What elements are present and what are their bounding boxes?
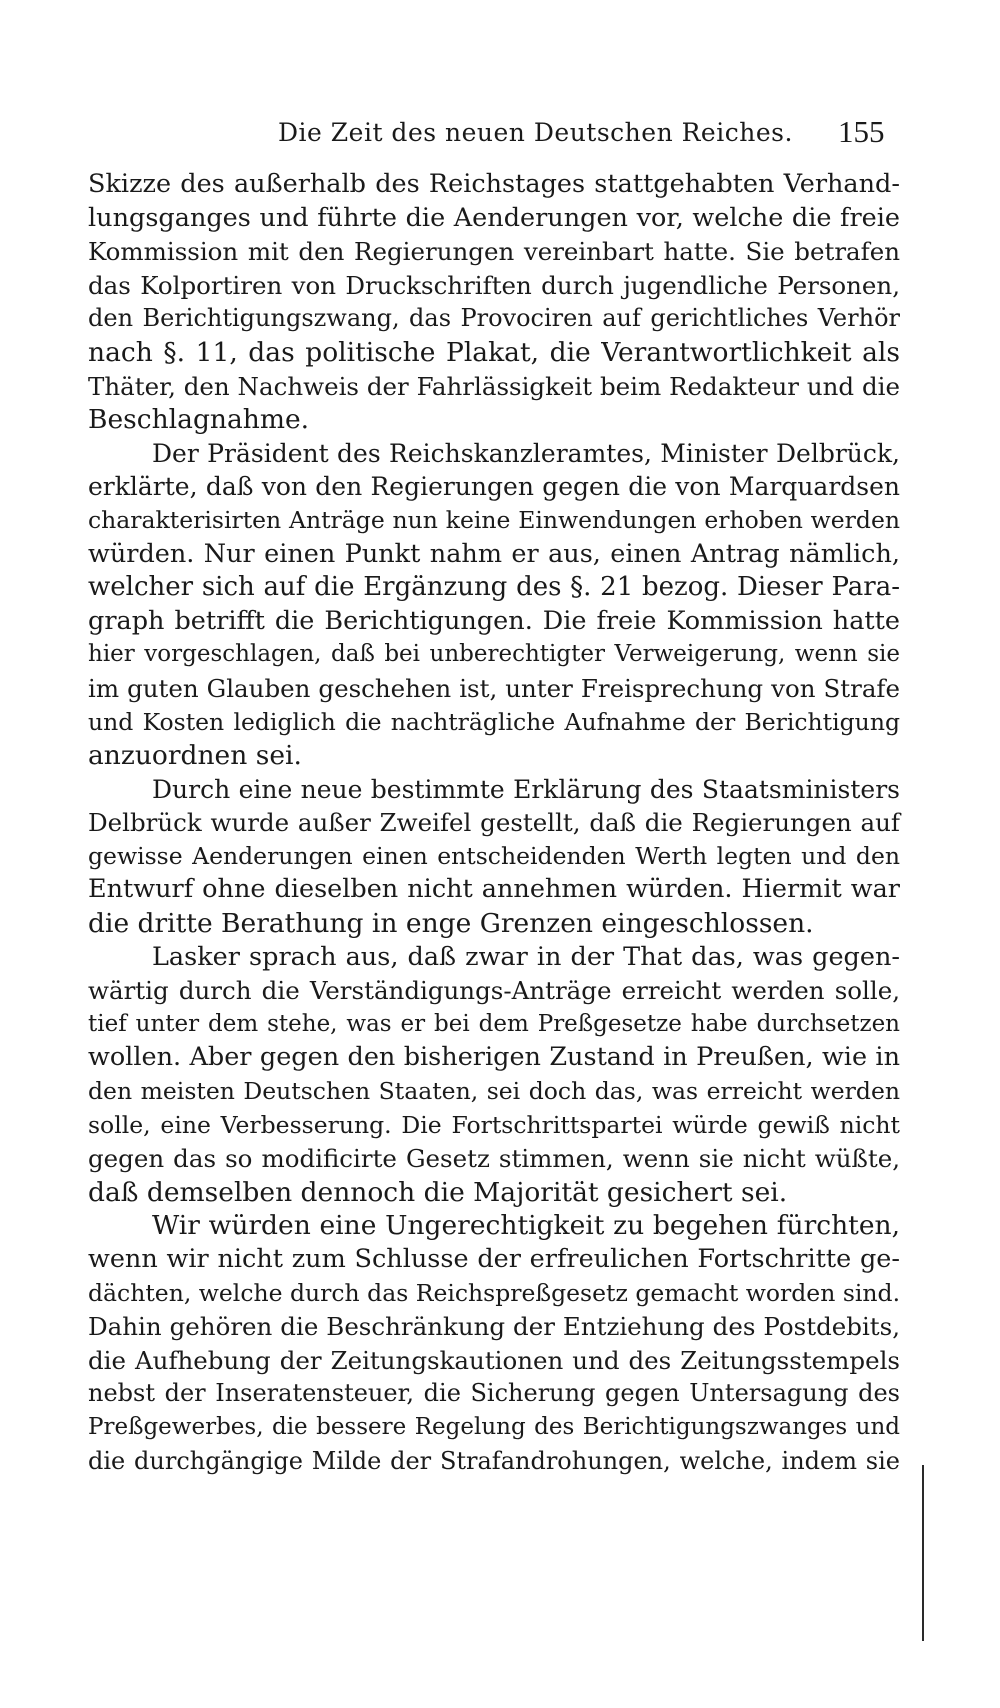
text-line: den meisten Deutschen Staaten, sei doch das, was erreicht werden — [88, 1077, 900, 1106]
text-line: Wir würden eine Ungerechtigkeit zu begehen fürchten, — [152, 1210, 900, 1242]
paragraph-1 — [88, 168, 900, 437]
paragraph-3 — [88, 773, 900, 941]
text-line: gegen das so modificirte Gesetz stimmen, wenn sie nicht wüßte, — [88, 1144, 900, 1174]
text-line: und Kosten lediglich die nachträgliche Aufnahme der Berichtigung — [88, 707, 900, 736]
paragraph-2 — [88, 437, 900, 773]
margin-mark-line — [922, 1465, 924, 1641]
text-line: lungsganges und führte die Aenderungen vor, welche die freie — [88, 202, 900, 233]
text-line: hier vorgeschlagen, daß bei unberechtigter Verweigerung, wenn sie — [88, 641, 900, 668]
text-line: nebst der Inseratensteuer, die Sicherung gegen Untersagung des — [88, 1379, 900, 1408]
text-line: tief unter dem stehe, was er bei dem Preßgesetze habe durchsetzen — [88, 1010, 900, 1037]
text-line: nach §. 11, das politische Plakat, die Verantwortlichkeit als — [88, 336, 900, 368]
text-line: dächten, welche durch das Reichspreßgesetz gemacht worden sind. — [88, 1278, 901, 1307]
text-line: charakterisirten Anträge nun keine Einwendungen erhoben werden — [88, 505, 900, 534]
paragraph-5 — [88, 1209, 900, 1478]
text-line: die durchgängige Milde der Strafandrohungen, welche, indem sie — [88, 1446, 900, 1475]
text-line: Thäter, den Nachweis der Fahrlässigkeit beim Redakteur und die — [88, 371, 900, 401]
text-line: Entwurf ohne dieselben nicht annehmen würden. Hiermit war — [88, 874, 900, 905]
text-line: solle, eine Verbesserung. Die Fortschrittspartei würde gewiß nicht — [88, 1110, 900, 1139]
text-line: Skizze des außerhalb des Reichstages stattgehabten Verhand- — [88, 169, 900, 199]
text-line: Beschlagnahme. — [88, 404, 310, 436]
text-line: wärtig durch die Verständigungs-Anträge erreicht werden solle, — [88, 976, 900, 1006]
text-line: die Aufhebung der Zeitungskautionen und des Zeitungsstempels — [88, 1345, 900, 1375]
text-line: wollen. Aber gegen den bisherigen Zustand in Preußen, wie in — [88, 1042, 900, 1073]
text-line: Der Präsident des Reichskanzleramtes, Minister Delbrück, — [152, 438, 900, 468]
text-line: Kommission mit den Regierungen vereinbart hatte. Sie betrafen — [88, 237, 900, 267]
text-line: im guten Glauben geschehen ist, unter Freisprechung von Strafe — [88, 673, 900, 703]
text-line: erklärte, daß von den Regierungen gegen die von Marquardsen — [88, 472, 900, 502]
text-line: den Berichtigungszwang, das Provociren auf gerichtliches Verhör — [88, 304, 900, 333]
running-head — [0, 114, 1000, 152]
paragraph-4 — [88, 941, 900, 1210]
text-line: graph betrifft die Berichtigungen. Die freie Kommission hatte — [88, 605, 900, 636]
text-line: wenn wir nicht zum Schlusse der erfreulichen Fortschritte ge- — [88, 1244, 900, 1274]
text-line: Delbrück wurde außer Zweifel gestellt, daß die Regierungen auf — [88, 808, 900, 838]
body-text — [88, 168, 900, 1478]
text-line: daß demselben dennoch die Majorität gesichert sei. — [88, 1176, 788, 1208]
text-line: anzuordnen sei. — [88, 740, 302, 772]
text-line: Preßgewerbes, die bessere Regelung des Berichtigungszwanges und — [88, 1413, 900, 1440]
text-line: Durch eine neue bestimmte Erklärung des Staatsministers — [152, 774, 900, 804]
text-line: das Kolportiren von Druckschriften durch jugendliche Personen, — [88, 270, 900, 300]
text-line: welcher sich auf die Ergänzung des §. 21 bezog. Dieser Para- — [88, 572, 900, 603]
text-line: würden. Nur einen Punkt nahm er aus, einen Antrag nämlich, — [88, 538, 900, 569]
text-line: die dritte Berathung in enge Grenzen eingeschlossen. — [88, 908, 814, 940]
text-line: Dahin gehören die Beschränkung der Entziehung des Postdebits, — [88, 1312, 900, 1342]
page-number: 155 — [838, 114, 885, 149]
running-head-title: Die Zeit des neuen Deutschen Reiches. — [278, 118, 793, 147]
text-line: Lasker sprach aus, daß zwar in der That das, was gegen- — [152, 941, 900, 972]
text-line: gewisse Aenderungen einen entscheidenden Werth legten und den — [88, 841, 900, 870]
